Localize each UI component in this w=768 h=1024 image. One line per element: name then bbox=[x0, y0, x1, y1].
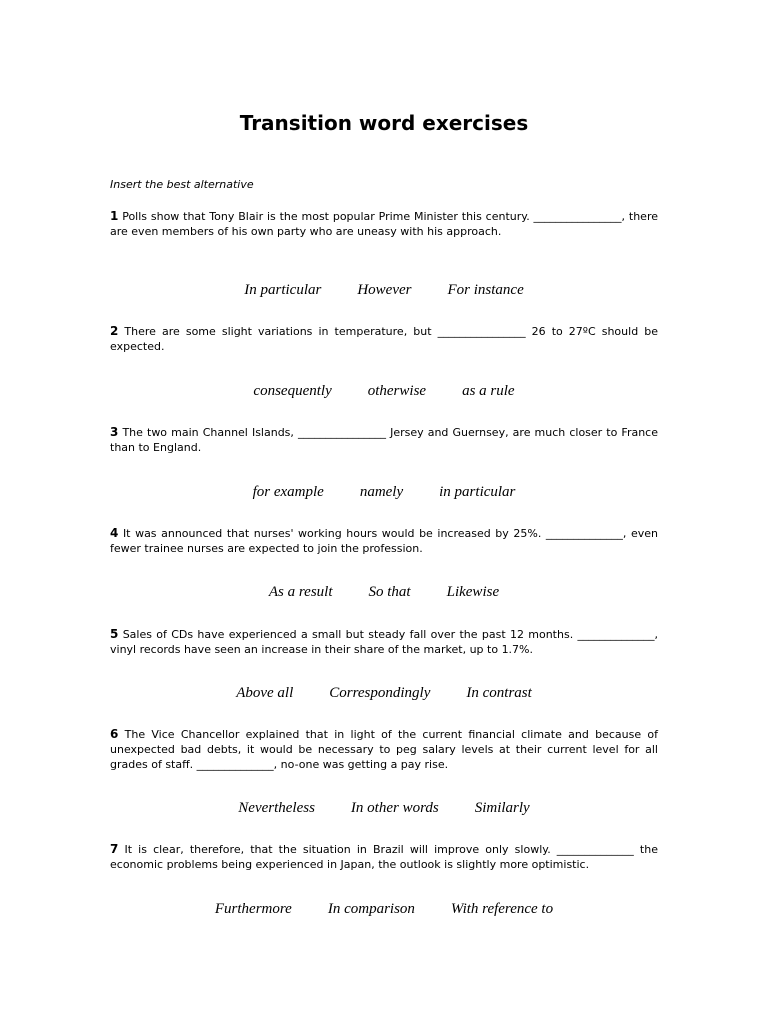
option: Correspondingly bbox=[329, 685, 431, 701]
option: As a result bbox=[268, 584, 333, 600]
option: in particular bbox=[439, 484, 516, 500]
option: In other words bbox=[350, 800, 439, 816]
question-text: It is clear, therefore, that the situation in Brazil will improve only slowly. ______________ the economic problems being experienced in Japan, the outlook is slightly more optimistic. bbox=[110, 843, 658, 871]
option: In contrast bbox=[466, 685, 532, 701]
question-1 bbox=[110, 209, 658, 239]
option: for example bbox=[252, 484, 324, 500]
question-number: 3 bbox=[110, 425, 119, 439]
question-4 bbox=[110, 526, 658, 556]
question-number: 1 bbox=[110, 209, 119, 223]
question-2 bbox=[110, 324, 658, 354]
question-number: 5 bbox=[110, 627, 119, 641]
options-6 bbox=[0, 798, 768, 818]
option: Above all bbox=[236, 685, 294, 701]
question-text: There are some slight variations in temperature, but ________________ 26 to 27ºC should be expected. bbox=[110, 325, 658, 353]
options-7 bbox=[0, 899, 768, 919]
option: In particular bbox=[244, 282, 322, 298]
options-1 bbox=[0, 280, 768, 300]
option: consequently bbox=[253, 383, 332, 399]
question-7 bbox=[110, 842, 658, 872]
options-4 bbox=[0, 582, 768, 602]
options-2 bbox=[0, 381, 768, 401]
option: However bbox=[357, 282, 412, 298]
option: Nevertheless bbox=[238, 800, 315, 816]
options-3 bbox=[0, 482, 768, 502]
question-number: 2 bbox=[110, 324, 119, 338]
question-number: 6 bbox=[110, 727, 119, 741]
question-text: The Vice Chancellor explained that in light of the current financial climate and because of unexpected bad debts, it would be necessary to peg salary levels at their current level for all grades of staff. ______________, no-one was getting a pay rise. bbox=[110, 728, 659, 771]
document-title: Transition word exercises bbox=[239, 111, 529, 135]
question-5 bbox=[110, 627, 658, 657]
option: Similarly bbox=[474, 800, 530, 816]
options-5 bbox=[0, 683, 768, 703]
question-text: It was announced that nurses' working hours would be increased by 25%. ______________, even fewer trainee nurses are expected to join the profession. bbox=[110, 527, 658, 555]
question-text: Sales of CDs have experienced a small but steady fall over the past 12 months. ______________, vinyl records have seen an increase in their share of the market, up to 1.7%. bbox=[110, 628, 659, 656]
option: So that bbox=[368, 584, 411, 600]
question-3 bbox=[110, 425, 658, 455]
question-number: 7 bbox=[110, 842, 119, 856]
question-number: 4 bbox=[110, 526, 119, 540]
option: With reference to bbox=[450, 901, 554, 917]
option: as a rule bbox=[462, 383, 515, 399]
option: Furthermore bbox=[214, 901, 292, 917]
option: Likewise bbox=[446, 584, 500, 600]
option: namely bbox=[359, 484, 404, 500]
option: For instance bbox=[447, 282, 524, 298]
instruction-text: Insert the best alternative bbox=[110, 178, 254, 191]
question-text: Polls show that Tony Blair is the most popular Prime Minister this century. ________________, there are even members of his own party who are uneasy with his approach. bbox=[110, 210, 658, 238]
option: In comparison bbox=[327, 901, 415, 917]
option: otherwise bbox=[367, 383, 427, 399]
question-text: The two main Channel Islands, ________________ Jersey and Guernsey, are much closer to France than to England. bbox=[110, 426, 658, 454]
question-6 bbox=[110, 727, 658, 772]
